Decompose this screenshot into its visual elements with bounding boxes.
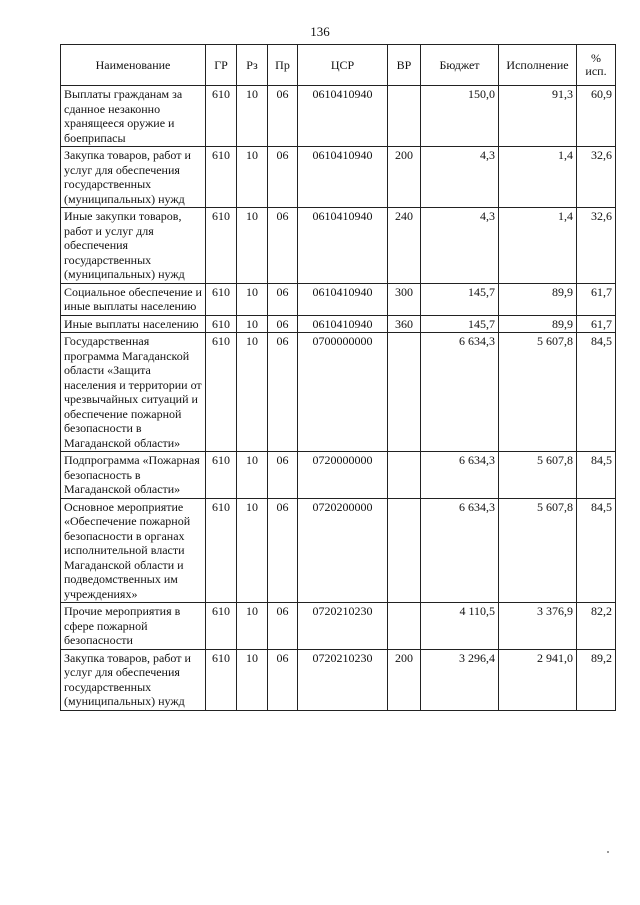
row-execution: 3 376,9 [499,603,577,650]
row-vr [388,498,421,603]
row-vr [388,452,421,499]
row-percent: 61,7 [577,315,616,333]
row-name: Иные выплаты населению [61,315,206,333]
scan-speck [607,851,609,853]
row-rz: 10 [237,315,268,333]
row-vr: 240 [388,208,421,284]
row-execution: 1,4 [499,147,577,208]
row-gr: 610 [206,333,237,452]
row-budget: 4,3 [421,147,499,208]
row-rz: 10 [237,208,268,284]
row-csr: 0720200000 [298,498,388,603]
row-rz: 10 [237,603,268,650]
table-row [61,315,616,333]
row-execution: 89,9 [499,283,577,315]
row-budget: 6 634,3 [421,452,499,499]
table-row [61,147,616,208]
row-execution: 91,3 [499,86,577,147]
header-csr: ЦСР [298,45,388,86]
row-name: Прочие мероприятия в сфере пожарной безопасности [61,603,206,650]
row-pr: 06 [268,208,298,284]
row-name: Закупка товаров, работ и услуг для обеспечения государственных (муниципальных) нужд [61,649,206,710]
row-name: Иные закупки товаров, работ и услуг для обеспечения государственных (муниципальных) нужд [61,208,206,284]
row-budget: 6 634,3 [421,333,499,452]
row-csr: 0610410940 [298,208,388,284]
row-budget: 145,7 [421,283,499,315]
page-number: 136 [310,24,330,39]
row-gr: 610 [206,283,237,315]
row-vr [388,86,421,147]
row-gr: 610 [206,86,237,147]
header-budget: Бюджет [421,45,499,86]
row-budget: 6 634,3 [421,498,499,603]
row-execution: 2 941,0 [499,649,577,710]
row-percent: 82,2 [577,603,616,650]
row-gr: 610 [206,315,237,333]
row-execution: 89,9 [499,315,577,333]
table-row [61,333,616,452]
row-execution: 1,4 [499,208,577,284]
row-vr [388,333,421,452]
row-pr: 06 [268,498,298,603]
row-csr: 0700000000 [298,333,388,452]
row-gr: 610 [206,498,237,603]
row-csr: 0720000000 [298,452,388,499]
row-name: Подпрограмма «Пожарная безопасность в Магаданской области» [61,452,206,499]
row-rz: 10 [237,86,268,147]
row-csr: 0720210230 [298,649,388,710]
row-vr: 200 [388,649,421,710]
row-budget: 150,0 [421,86,499,147]
table-header-row [61,45,616,86]
header-pr: Пр [268,45,298,86]
row-rz: 10 [237,649,268,710]
row-csr: 0610410940 [298,86,388,147]
row-csr: 0610410940 [298,315,388,333]
row-pr: 06 [268,86,298,147]
row-percent: 89,2 [577,649,616,710]
row-name: Выплаты гражданам за сданное незаконно хранящееся оружие и боеприпасы [61,86,206,147]
row-pr: 06 [268,452,298,499]
row-budget: 4 110,5 [421,603,499,650]
row-percent: 84,5 [577,333,616,452]
header-gr: ГР [206,45,237,86]
row-name: Социальное обеспечение и иные выплаты населению [61,283,206,315]
row-gr: 610 [206,208,237,284]
row-csr: 0610410940 [298,283,388,315]
header-execution: Исполнение [499,45,577,86]
row-budget: 3 296,4 [421,649,499,710]
row-rz: 10 [237,283,268,315]
row-rz: 10 [237,147,268,208]
row-pr: 06 [268,333,298,452]
row-name: Основное мероприятие «Обеспечение пожарной безопасности в органах исполнительной власти Магаданской области и подведомственных им учреждениях» [61,498,206,603]
row-percent: 60,9 [577,86,616,147]
row-budget: 4,3 [421,208,499,284]
row-name: Закупка товаров, работ и услуг для обеспечения государственных (муниципальных) нужд [61,147,206,208]
row-vr: 200 [388,147,421,208]
row-name: Государственная программа Магаданской области «Защита населения и территории от чрезвычайных ситуаций и обеспечение пожарной безопасности в Магаданской области» [61,333,206,452]
row-csr: 0720210230 [298,603,388,650]
row-pr: 06 [268,603,298,650]
row-percent: 32,6 [577,208,616,284]
budget-table [60,44,616,711]
row-vr: 300 [388,283,421,315]
row-pr: 06 [268,649,298,710]
row-rz: 10 [237,333,268,452]
header-rz: Рз [237,45,268,86]
row-percent: 84,5 [577,452,616,499]
table-row [61,649,616,710]
header-vr: ВР [388,45,421,86]
row-budget: 145,7 [421,315,499,333]
row-gr: 610 [206,649,237,710]
table-row [61,498,616,603]
row-pr: 06 [268,315,298,333]
table-row [61,603,616,650]
row-vr [388,603,421,650]
header-name: Наименование [61,45,206,86]
row-gr: 610 [206,147,237,208]
row-percent: 32,6 [577,147,616,208]
table-row [61,208,616,284]
row-percent: 84,5 [577,498,616,603]
row-csr: 0610410940 [298,147,388,208]
row-execution: 5 607,8 [499,333,577,452]
row-execution: 5 607,8 [499,498,577,603]
row-execution: 5 607,8 [499,452,577,499]
header-percent: % исп. [577,45,616,86]
row-pr: 06 [268,147,298,208]
row-rz: 10 [237,498,268,603]
row-rz: 10 [237,452,268,499]
row-gr: 610 [206,452,237,499]
table-row [61,86,616,147]
row-vr: 360 [388,315,421,333]
row-gr: 610 [206,603,237,650]
row-pr: 06 [268,283,298,315]
table-row [61,283,616,315]
table-row [61,452,616,499]
row-percent: 61,7 [577,283,616,315]
